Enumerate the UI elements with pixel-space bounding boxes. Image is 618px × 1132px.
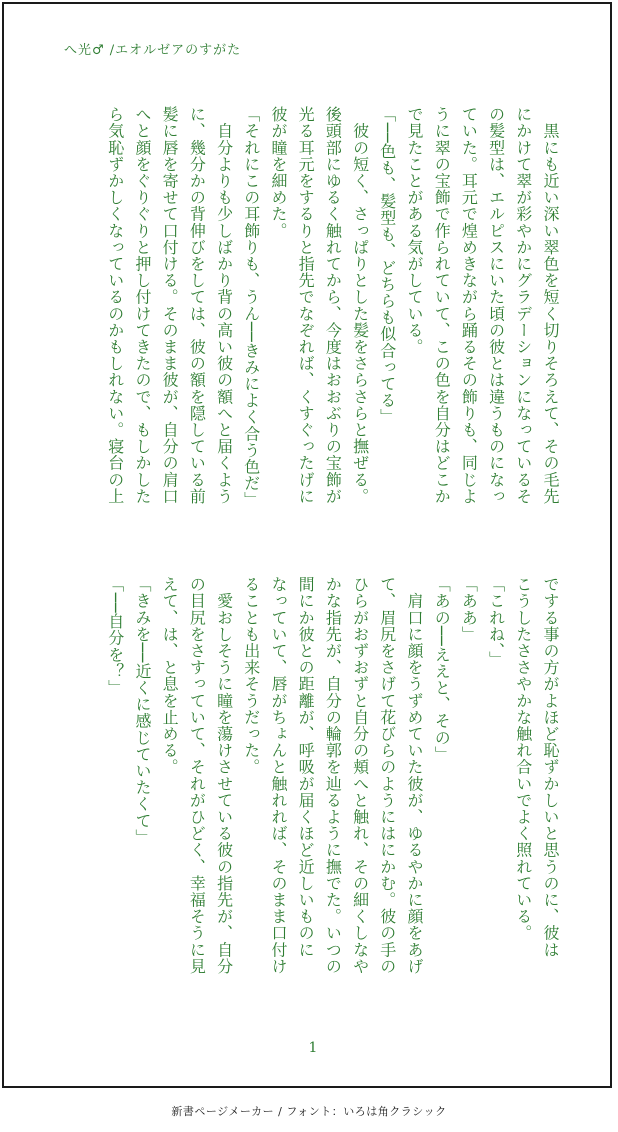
text-line: にかけて翠が彩やかにグラデーションになっているそ: [513, 106, 533, 505]
text-line: かな指先が、自分の輪郭を辿るように撫でた。いつの: [323, 576, 343, 975]
text-line: 自分よりも少しばかり背の高い彼の額へと届くよう: [214, 106, 234, 505]
text-line: で見たことがある気がしている。: [404, 106, 424, 355]
text-line: 黒にも近い深い翠色を短く切りそろえて、その毛先: [541, 106, 560, 505]
text-line: うに翠の宝飾で作られていて、この色を自分はどこか: [432, 106, 452, 505]
text-line: ら気恥ずかしくなっているのかもしれない。寝台の上: [105, 106, 125, 505]
text-line: 間にか彼との距離が、呼吸が届くほど近しいものに: [296, 576, 316, 958]
text-line: こうしたささやかな触れ合いでよく照れている。: [513, 576, 533, 942]
text-line: なっていて、唇がちょんと触れれば、そのまま口付け: [268, 576, 288, 975]
body-text-bottom: [64, 576, 564, 996]
text-line: ていた。耳元で煌めきながら踊るその飾りも、同じよ: [459, 106, 479, 505]
text-line: 光る耳元をするりと指先でなぞれば、くすぐったげに: [296, 106, 316, 505]
text-line: の目尻をさすっていて、それがひどく、幸福そうに見: [187, 576, 207, 975]
page-frame: [2, 2, 612, 1088]
text-line: 「それにこの耳飾りも、うん──きみによく合う色だ」: [241, 106, 261, 509]
text-line: 「これね、」: [486, 576, 506, 668]
text-line: 肩口に顔をうずめていた彼が、ゆるやかに顔をあげ: [404, 576, 424, 975]
footer-credit: 新書ページメーカー / フォント：いろは角クラシック: [171, 1105, 447, 1118]
text-line: て、眉尻をさげて花びらのようにはにかむ。彼の手の: [377, 576, 397, 975]
text-line: ひらがおずおずと自分の頬へと触れ、その細くしなや: [350, 576, 370, 975]
text-line: 「ああ」: [459, 576, 479, 643]
text-line: 「あの──ええと、その」: [432, 576, 452, 763]
text-line: 彼の短く、さっぱりとした髪をさらさらと撫ぜる。: [350, 106, 370, 505]
text-line: 後頭部にゆるく触れてから、今度はおおぶりの宝飾が: [323, 106, 343, 505]
text-line: に、幾分かの背伸びをしては、彼の額を隠している前: [187, 106, 207, 505]
text-line: 「──色も、髪型も、どちらも似合ってる」: [377, 106, 397, 426]
text-line: の髪型は、エルピスにいた頃の彼とは違うものになっ: [486, 106, 506, 505]
text-line: ることも出来そうだった。: [241, 576, 261, 776]
page-number: 1: [308, 1040, 318, 1056]
body-text-top: [64, 106, 564, 526]
text-line: えて、は、と息を止める。: [160, 576, 180, 776]
text-line: 「──自分を？」: [105, 576, 125, 697]
page-title: へ光♂ /エオルゼアのすがた: [64, 43, 242, 58]
text-line: 愛おしそうに瞳を蕩けさせている彼の指先が、自分: [214, 576, 234, 975]
text-line: 髪に唇を寄せて口付ける。そのまま彼が、自分の肩口: [160, 106, 180, 505]
text-line: 彼が瞳を細めた。: [268, 106, 288, 239]
text-line: でする事の方がよほど恥ずかしいと思うのに、彼は: [541, 576, 560, 958]
text-line: へと顔をぐりぐりと押し付けてきたので、もしかした: [132, 106, 152, 505]
text-line: 「きみを──近くに感じていたくて」: [132, 576, 152, 846]
